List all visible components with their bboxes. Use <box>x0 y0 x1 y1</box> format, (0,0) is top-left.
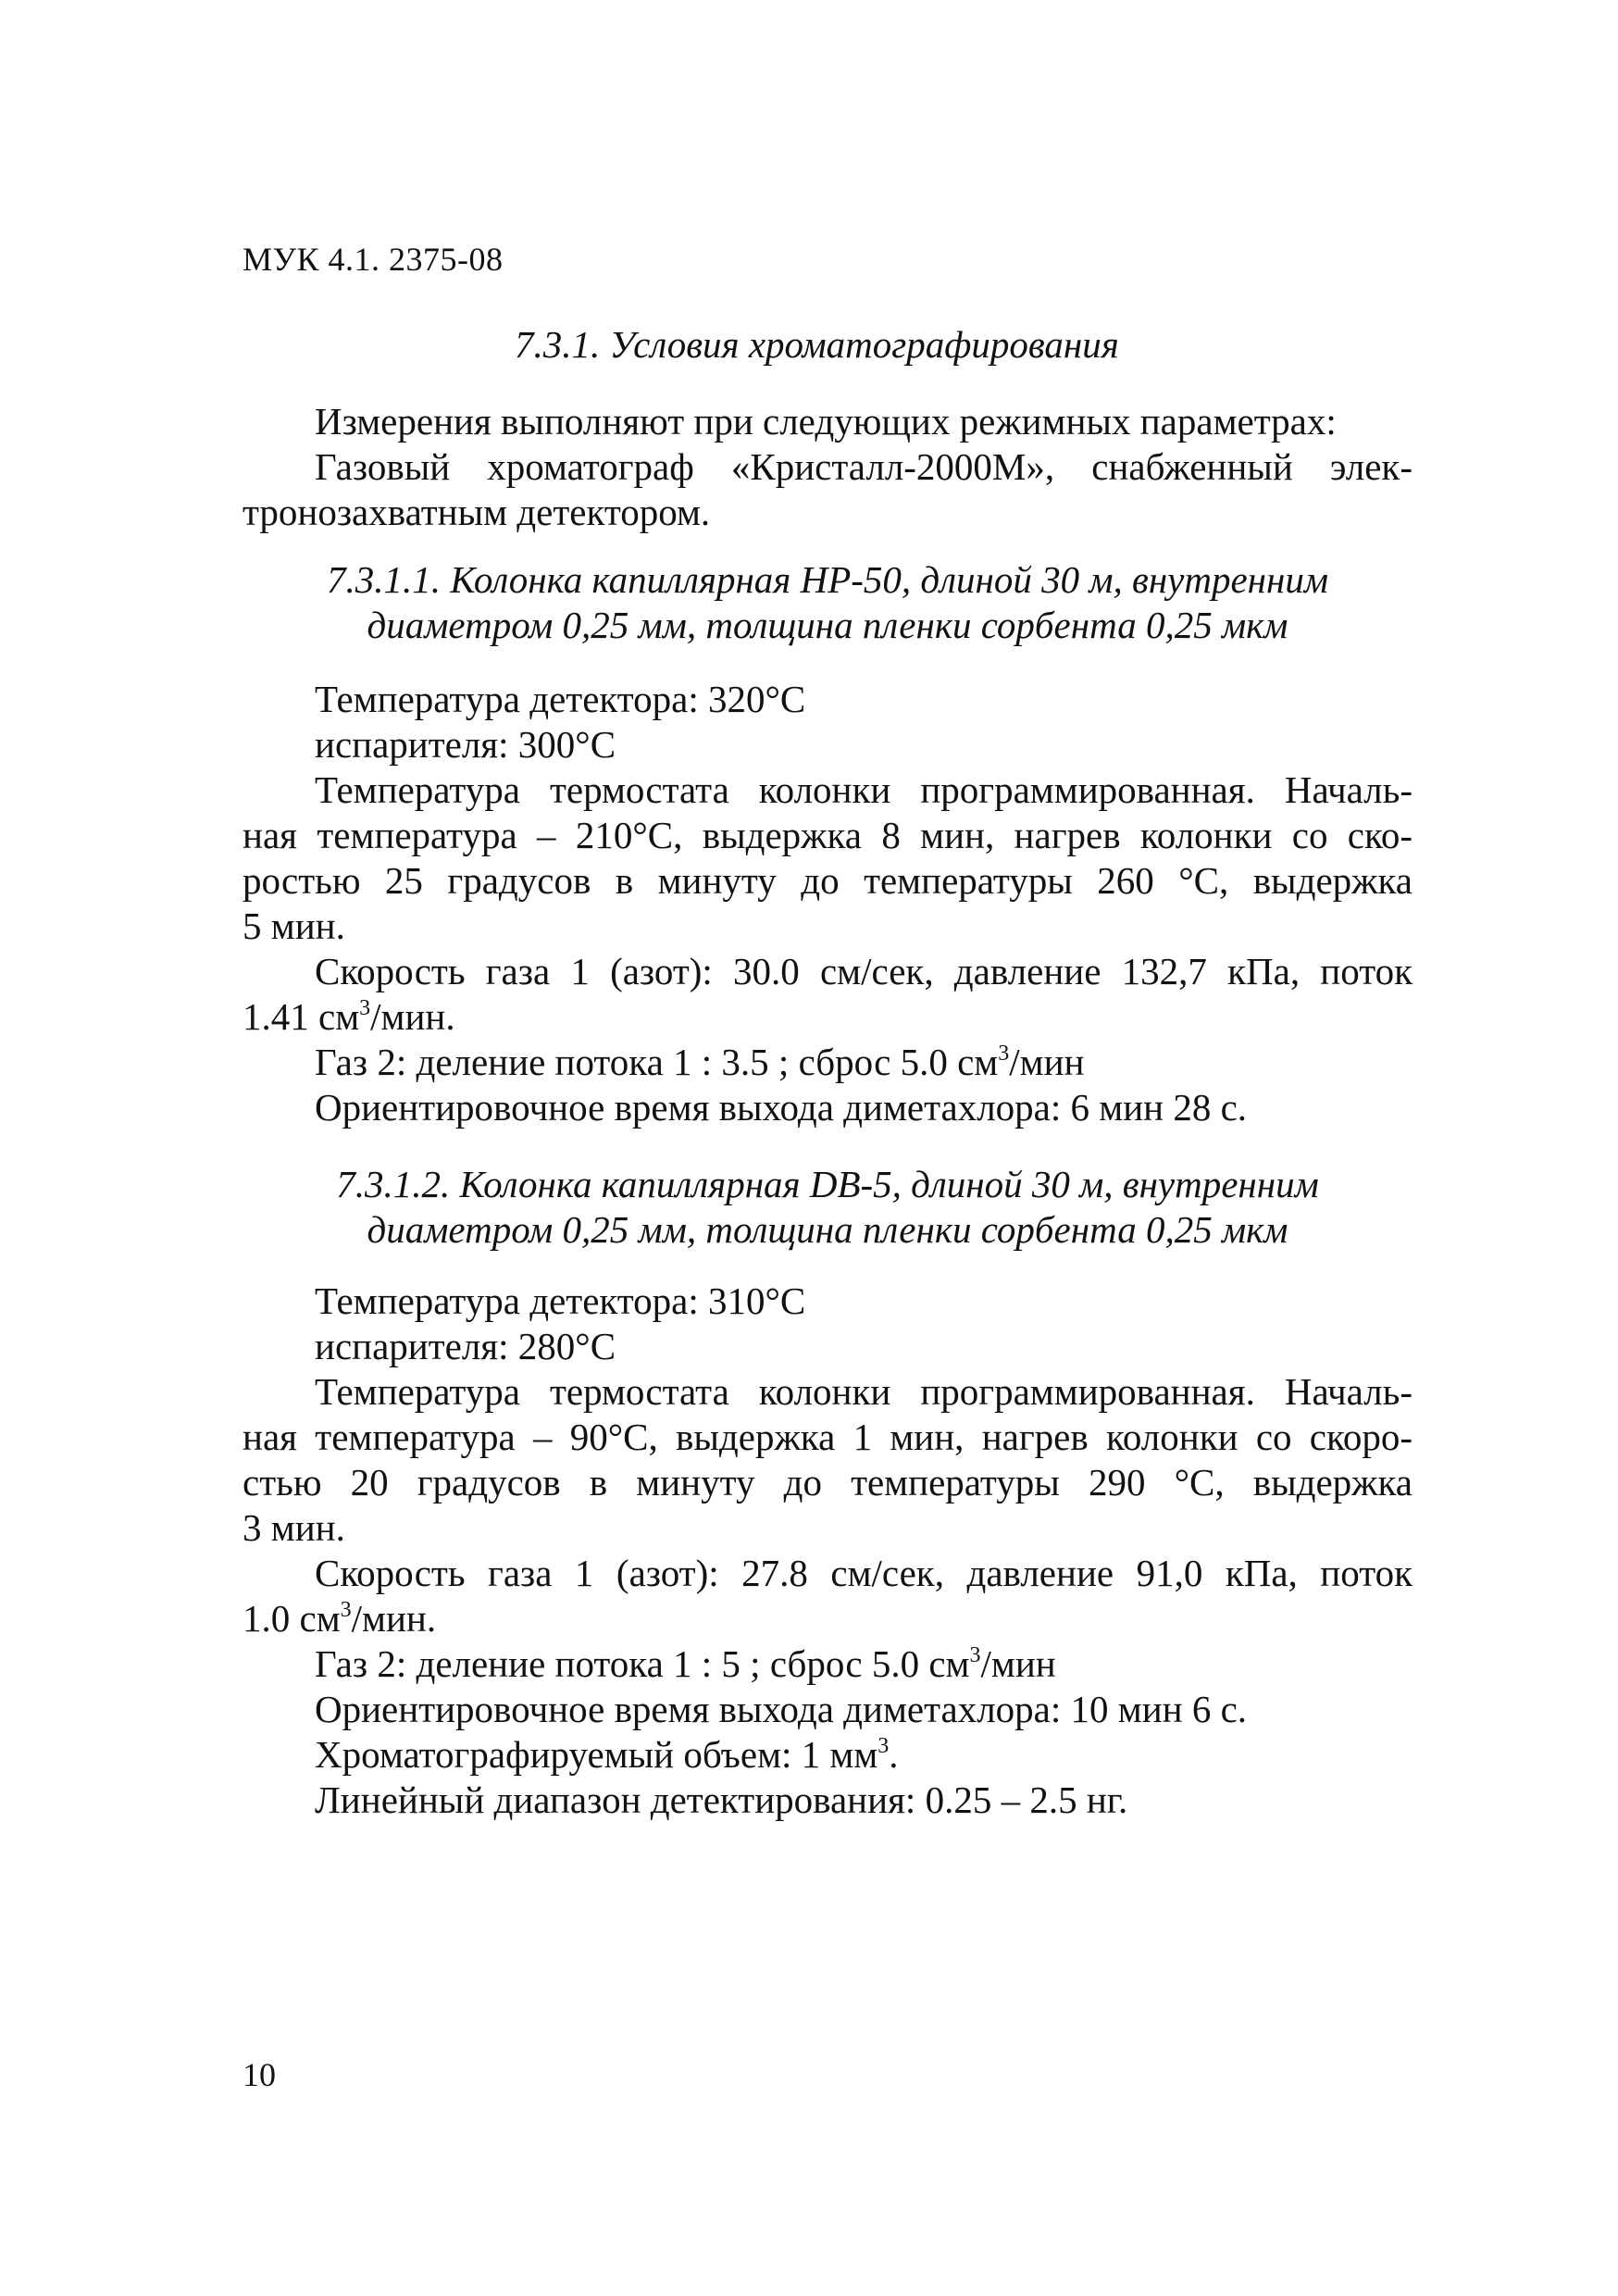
gas2-unit: /мин <box>980 1642 1056 1685</box>
section-title: 7.3.1. Условия хроматографирования <box>515 323 1119 366</box>
retention-time: Ориентировочное время выхода диметахлора: 6 мин 28 с. <box>315 1086 1248 1129</box>
column1-title-line: диаметром 0,25 мм, толщина пленки сорбента 0,25 мкм <box>367 604 1288 646</box>
column2-params <box>243 1279 1413 1823</box>
evaporator-temp: испарителя: 300°С <box>315 723 616 766</box>
gas1-flow-value: 1.41 см <box>243 995 360 1038</box>
gas1-line: Скорость газа 1 (азот): 27.8 см/сек, давление 91,0 кПа, поток <box>315 1552 1413 1594</box>
thermostat-line: стью 20 градусов в минуту до температуры 290 °С, выдержка <box>243 1461 1413 1504</box>
intro-line: Измерения выполняют при следующих режимных параметрах: <box>315 400 1337 443</box>
intro-line: тронозахватным детектором. <box>243 491 711 533</box>
thermostat-line: Температура термостата колонки программированная. Началь- <box>315 768 1413 811</box>
gas1-line <box>243 994 1413 1040</box>
volume-text: Хроматографируемый объем: 1 мм <box>315 1733 878 1776</box>
gas2-line <box>243 1641 1413 1687</box>
column1-title-line: 7.3.1.1. Колонка капиллярная НР-50, длиной 30 м, внутренним <box>326 558 1329 601</box>
retention-time: Ориентировочное время выхода диметахлора: 10 мин 6 с. <box>315 1688 1248 1730</box>
gas2-unit: /мин <box>1009 1041 1085 1083</box>
linear-range: Линейный диапазон детектирования: 0.25 – 2.5 нг. <box>315 1778 1128 1821</box>
gas1-line <box>243 1596 1413 1641</box>
column2-title-line: 7.3.1.2. Колонка капиллярная DB-5, длиной 30 м, внутренним <box>336 1163 1319 1205</box>
column1-title <box>243 557 1413 648</box>
page-number: 10 <box>243 2056 276 2093</box>
thermostat-line: ная температура – 210°С, выдержка 8 мин, нагрев колонки со ско- <box>243 814 1413 856</box>
gas1-flow-unit: /мин. <box>370 995 455 1038</box>
gas1-flow-unit: /мин. <box>351 1597 437 1640</box>
superscript: 3 <box>969 1643 981 1667</box>
thermostat-line: 5 мин. <box>243 905 345 947</box>
gas2-text: Газ 2: деление потока 1 : 3.5 ; сброс 5.0 см <box>315 1041 999 1083</box>
thermostat-line: Температура термостата колонки программированная. Началь- <box>315 1370 1413 1413</box>
superscript: 3 <box>359 996 371 1020</box>
injection-volume <box>243 1732 1413 1778</box>
thermostat-line: 3 мин. <box>243 1506 345 1549</box>
superscript: 3 <box>340 1598 352 1622</box>
volume-period: . <box>889 1733 899 1776</box>
thermostat-line: ростью 25 градусов в минуту до температуры 260 °С, выдержка <box>243 859 1413 902</box>
superscript: 3 <box>877 1734 890 1758</box>
intro-line: Газовый хроматограф «Кристалл-2000М», снабженный элек- <box>315 445 1413 488</box>
superscript: 3 <box>998 1042 1010 1066</box>
thermostat-line: ная температура – 90°С, выдержка 1 мин, нагрев колонки со скоро- <box>243 1416 1413 1458</box>
column1-params <box>243 677 1413 1130</box>
document-code: МУК 4.1. 2375-08 <box>243 241 504 278</box>
gas2-text: Газ 2: деление потока 1 : 5 ; сброс 5.0 см <box>315 1642 970 1685</box>
gas1-flow-value: 1.0 см <box>243 1597 341 1640</box>
gas2-line <box>243 1040 1413 1085</box>
detector-temp: Температура детектора: 310°С <box>315 1279 806 1322</box>
column2-title <box>243 1162 1413 1253</box>
detector-temp: Температура детектора: 320°С <box>315 678 806 720</box>
gas1-line: Скорость газа 1 (азот): 30.0 см/сек, давление 132,7 кПа, поток <box>315 950 1413 992</box>
column2-title-line: диаметром 0,25 мм, толщина пленки сорбента 0,25 мкм <box>367 1208 1288 1251</box>
intro-paragraph <box>243 399 1413 535</box>
evaporator-temp: испарителя: 280°С <box>315 1325 616 1367</box>
